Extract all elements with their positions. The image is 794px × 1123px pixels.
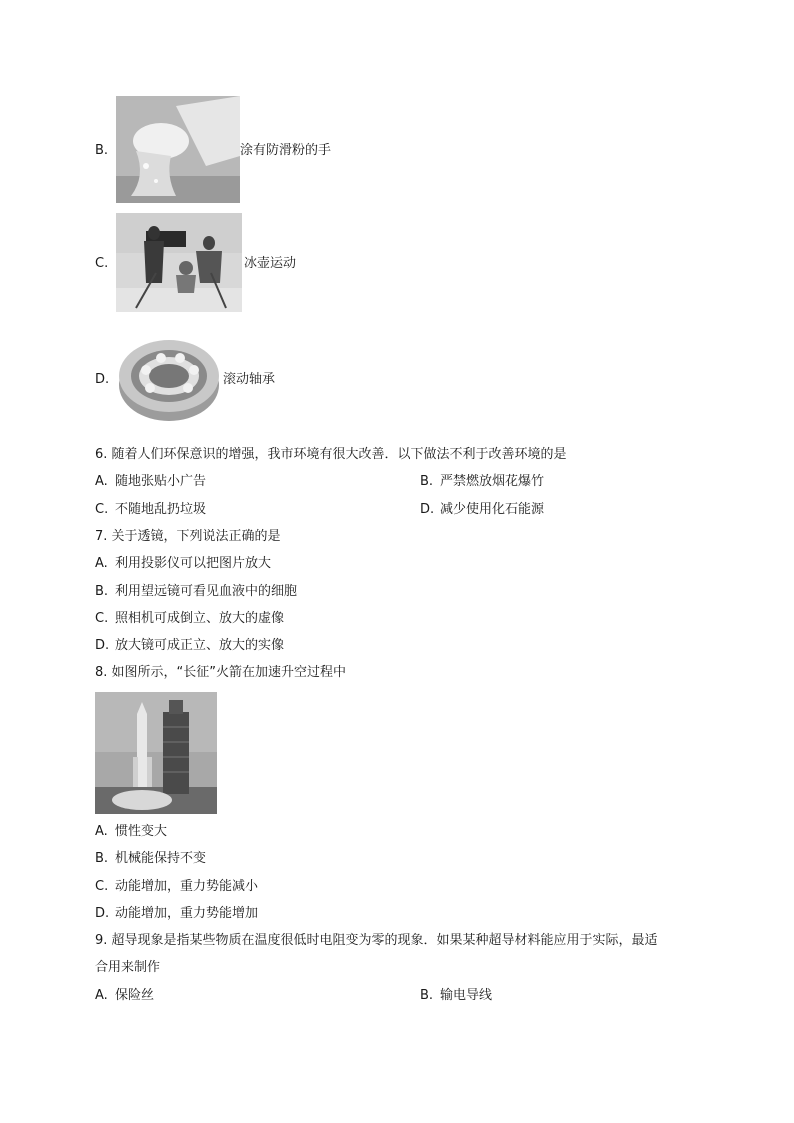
option-text: 惯性变大 [115,824,168,839]
q8-stem: 8. 如图所示，“长征”火箭在加速升空过程中 [95,665,347,680]
q9-option-b [420,987,492,1005]
option-text: 输电导线 [440,988,493,1003]
option-text: 不随地乱扔垃圾 [115,502,207,517]
option-text: 利用望远镜可看见血液中的细胞 [115,584,298,599]
option-letter: D. [95,638,110,653]
option-letter: C. [95,879,109,894]
rolling-bearing-photo [116,330,222,423]
option-letter: B. [95,584,109,599]
option-text: 严禁燃放烟花爆竹 [440,474,545,489]
q8-option-d [95,905,258,923]
option-text: 随地张贴小广告 [115,474,207,489]
option-text: 放大镜可成正立、放大的实像 [115,638,285,653]
q8-option-b [95,850,206,868]
q7-stem: 7. 关于透镜，下列说法正确的是 [95,529,281,544]
q9-stem-line1: 9. 超导现象是指某些物质在温度很低时电阻变为零的现象．如果某种超导材料能应用于实际，最适 [95,933,658,948]
option-text: 动能增加，重力势能增加 [115,906,259,921]
option-d-letter: D. [95,372,110,387]
option-letter: B. [420,988,434,1003]
q6-option-c [95,501,206,519]
option-text: 减少使用化石能源 [440,502,545,517]
q7-option-c [95,610,284,628]
q8-option-c [95,878,258,896]
option-letter: C. [95,502,109,517]
option-letter: A. [95,988,108,1003]
option-d-caption: 滚动轴承 [223,372,276,387]
rocket-launch-photo [95,692,217,814]
q7-option-a [95,555,271,573]
option-b-caption: 涂有防滑粉的手 [240,143,332,158]
option-letter: D. [420,502,435,517]
q6-option-d [420,501,544,519]
option-letter: B. [420,474,434,489]
option-text: 机械能保持不变 [115,851,207,866]
q8-option-a [95,823,167,841]
q6-option-a [95,473,206,491]
option-letter: C. [95,611,109,626]
option-text: 保险丝 [115,988,155,1003]
q7-option-b [95,583,297,601]
option-letter: A. [95,824,108,839]
option-text: 动能增加，重力势能减小 [115,879,259,894]
anti-slip-hand-photo [116,96,240,203]
q6-stem: 6. 随着人们环保意识的增强，我市环境有很大改善．以下做法不利于改善环境的是 [95,447,567,462]
option-letter: D. [95,906,110,921]
option-letter: A. [95,474,108,489]
option-c-caption: 冰壶运动 [244,256,297,271]
option-b-letter: B. [95,143,109,158]
option-text: 利用投影仪可以把图片放大 [115,556,272,571]
q6-option-b [420,473,544,491]
option-letter: B. [95,851,109,866]
curling-photo [116,213,242,312]
q9-option-a [95,987,154,1005]
q7-option-d [95,637,284,655]
q9-stem-line2: 合用来制作 [95,960,161,975]
option-c-letter: C. [95,256,109,271]
option-letter: A. [95,556,108,571]
option-text: 照相机可成倒立、放大的虚像 [115,611,285,626]
